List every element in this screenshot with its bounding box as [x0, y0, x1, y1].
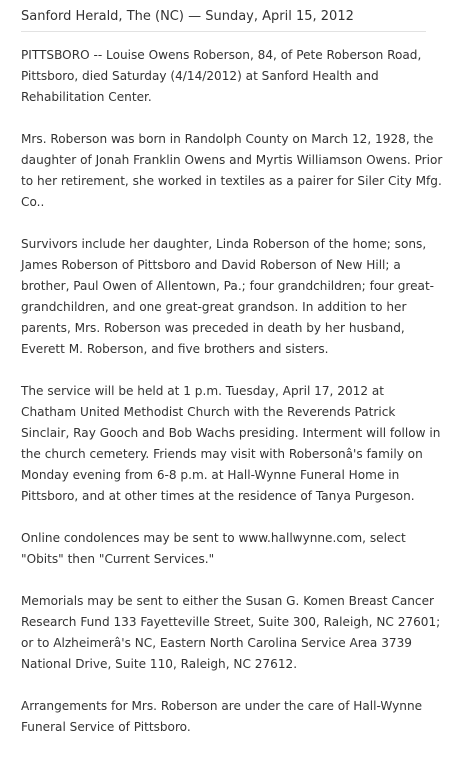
paragraph-arrangements	[21, 696, 433, 738]
text-line: Chatham United Methodist Church with the Reverends Patrick	[21, 405, 396, 419]
source-dateline-text: Sanford Herald, The (NC) — Sunday, April 15, 2012	[21, 9, 354, 24]
text-line: Research Fund 133 Fayetteville Street, Suite 300, Raleigh, NC 27601;	[21, 615, 441, 629]
text-line: James Roberson of Pittsboro and David Roberson of New Hill; a	[21, 258, 401, 272]
paragraph-condolences	[21, 528, 433, 570]
text-line: parents, Mrs. Roberson was preceded in death by her husband,	[21, 321, 405, 335]
text-line: Arrangements for Mrs. Roberson are under the care of Hall-Wynne	[21, 699, 423, 713]
text-line: Online condolences may be sent to www.hallwynne.com, select	[21, 531, 406, 545]
text-line: Monday evening from 6-8 p.m. at Hall-Wynne Funeral Home in	[21, 468, 400, 482]
paragraph-biography	[21, 129, 443, 213]
text-line: Rehabilitation Center.	[21, 90, 152, 104]
text-line: Sinclair, Ray Gooch and Bob Wachs presiding. Interment will follow in	[21, 426, 441, 440]
paragraph-survivors	[21, 234, 433, 360]
text-line: Pittsboro, and at other times at the residence of Tanya Purgeson.	[21, 489, 415, 503]
obituary-article	[21, 45, 443, 759]
paragraph-service	[21, 381, 441, 507]
text-line: National Drive, Suite 110, Raleigh, NC 27612.	[21, 657, 298, 671]
text-line: "Obits" then "Current Services."	[21, 552, 215, 566]
text-line: Everett M. Roberson, and five brothers and sisters.	[21, 342, 329, 356]
text-line: The service will be held at 1 p.m. Tuesday, April 17, 2012 at	[21, 384, 385, 398]
paragraph-death-notice	[21, 45, 433, 108]
text-line: the church cemetery. Friends may visit with Robersonâ's family on	[21, 447, 423, 461]
text-line: Memorials may be sent to either the Susan G. Komen Breast Cancer	[21, 594, 434, 608]
text-line: to her retirement, she worked in textiles as a pairer for Siler City Mfg.	[21, 174, 442, 188]
paragraph-memorials	[21, 591, 441, 675]
text-line: brother, Paul Owen of Allentown, Pa.; four grandchildren; four great-	[21, 279, 435, 293]
source-dateline	[21, 8, 426, 32]
text-line: Funeral Service of Pittsboro.	[21, 720, 191, 734]
text-line: PITTSBORO -- Louise Owens Roberson, 84, of Pete Roberson Road,	[21, 48, 422, 62]
text-line: daughter of Jonah Franklin Owens and Myrtis Williamson Owens. Prior	[21, 153, 443, 167]
text-line: Mrs. Roberson was born in Randolph County on March 12, 1928, the	[21, 132, 434, 146]
text-line: Pittsboro, died Saturday (4/14/2012) at Sanford Health and	[21, 69, 379, 83]
text-line: Survivors include her daughter, Linda Roberson of the home; sons,	[21, 237, 427, 251]
text-line: grandchildren, and one great-great grandson. In addition to her	[21, 300, 407, 314]
text-line: or to Alzheimerâ's NC, Eastern North Carolina Service Area 3739	[21, 636, 412, 650]
text-line: Co..	[21, 195, 45, 209]
